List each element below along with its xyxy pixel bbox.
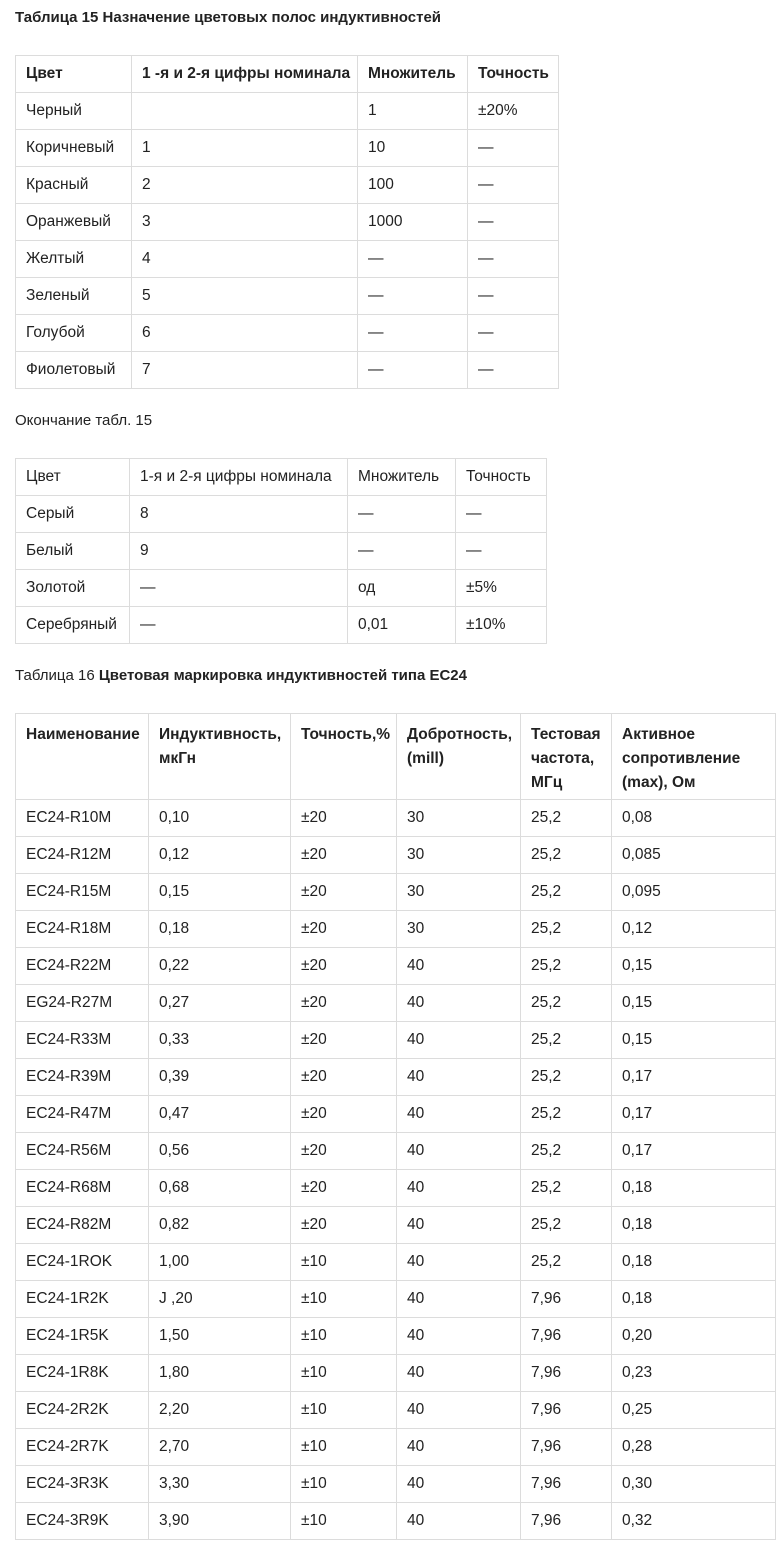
table-cell: 0,18 (612, 1281, 776, 1318)
table-cell: 0,22 (149, 948, 291, 985)
table-cell: 7,96 (521, 1318, 612, 1355)
table-cell: ±10 (291, 1244, 397, 1281)
table-cell: Черный (16, 93, 132, 130)
table-cell: 0,18 (149, 911, 291, 948)
table16-header-cell: Индуктивность, мкГн (149, 714, 291, 800)
table-cell: 40 (397, 1355, 521, 1392)
table-cell: ±20 (291, 1059, 397, 1096)
table-cell: 4 (132, 241, 358, 278)
table-row (16, 1318, 776, 1355)
table-cell: Золотой (16, 570, 130, 607)
table15_end-header-cell: Цвет (16, 459, 130, 496)
table-cell: ЕС24-R47M (16, 1096, 149, 1133)
table-row (16, 607, 547, 644)
table-cell: 7 (132, 352, 358, 389)
table-cell: ЕС24-3R3K (16, 1466, 149, 1503)
table-cell: 0,68 (149, 1170, 291, 1207)
table15-header-cell: Цвет (16, 56, 132, 93)
table-row (16, 1281, 776, 1318)
table-cell: Голубой (16, 315, 132, 352)
table-row (16, 315, 559, 352)
table-cell: 25,2 (521, 837, 612, 874)
table-cell: 40 (397, 1207, 521, 1244)
table-cell: 40 (397, 1392, 521, 1429)
table-cell: ±20 (291, 1207, 397, 1244)
table-cell: 0,095 (612, 874, 776, 911)
table-cell: ±10% (456, 607, 547, 644)
table-cell: ЕС24-3R9K (16, 1503, 149, 1540)
table-cell: ±20 (291, 985, 397, 1022)
table-cell: J ,20 (149, 1281, 291, 1318)
table15-continuation-title: Окончание табл. 15 (15, 412, 153, 429)
table-cell: ЕС24-R39M (16, 1059, 149, 1096)
table16 (15, 713, 776, 1540)
table-cell: 0,15 (612, 1022, 776, 1059)
table15 (15, 55, 559, 389)
table-row (16, 533, 547, 570)
table-cell: 1000 (358, 204, 468, 241)
table-cell: 25,2 (521, 1096, 612, 1133)
table-cell: 0,23 (612, 1355, 776, 1392)
table-cell: 40 (397, 1170, 521, 1207)
table16-title-bold: Цветовая маркировка индуктивностей типа ЕС24 (98, 667, 467, 684)
table-cell: 0,82 (149, 1207, 291, 1244)
table-cell: ±10 (291, 1466, 397, 1503)
table15-end-header-row (16, 459, 547, 496)
table-cell: 3 (132, 204, 358, 241)
table-cell: 5 (132, 278, 358, 315)
table-row (16, 352, 559, 389)
table-cell: 0,30 (612, 1466, 776, 1503)
table-cell: — (468, 167, 559, 204)
table-cell: 0,47 (149, 1096, 291, 1133)
table-cell: 25,2 (521, 1170, 612, 1207)
table-cell: 10 (358, 130, 468, 167)
table-cell: ±20 (291, 874, 397, 911)
table-cell: 40 (397, 1281, 521, 1318)
table-cell: 40 (397, 1133, 521, 1170)
table-cell: ЕС24-R33M (16, 1022, 149, 1059)
table-cell: 25,2 (521, 1133, 612, 1170)
table-cell: ±10 (291, 1355, 397, 1392)
table-cell: Коричневый (16, 130, 132, 167)
table-cell: ЕС24-R10M (16, 800, 149, 837)
table-cell: 25,2 (521, 874, 612, 911)
table-cell: 9 (130, 533, 348, 570)
table-cell: 0,15 (149, 874, 291, 911)
table-cell: ЕС24-1ROK (16, 1244, 149, 1281)
table16-scroll-container[interactable] (15, 713, 741, 1543)
table-cell: 25,2 (521, 1244, 612, 1281)
table-cell: 30 (397, 911, 521, 948)
table-cell: 0,18 (612, 1244, 776, 1281)
table-cell: 7,96 (521, 1281, 612, 1318)
table-cell: 1 (358, 93, 468, 130)
table-row (16, 948, 776, 985)
table-cell: Белый (16, 533, 130, 570)
table16-header-cell: Добротность, (mill) (397, 714, 521, 800)
table-cell: 0,01 (348, 607, 456, 644)
table-row (16, 1096, 776, 1133)
table16-header-row (16, 714, 776, 800)
table-cell: ЕС24-R82M (16, 1207, 149, 1244)
table-row (16, 167, 559, 204)
table-cell: 2,20 (149, 1392, 291, 1429)
table-cell: — (130, 607, 348, 644)
table-cell (132, 93, 358, 130)
table16-header-cell: Активное сопротивление (max), Ом (612, 714, 776, 800)
table-cell: 100 (358, 167, 468, 204)
table-cell: 40 (397, 1096, 521, 1133)
table-row (16, 800, 776, 837)
table-row (16, 1133, 776, 1170)
table-cell: EG24-R27M (16, 985, 149, 1022)
table-cell: од (348, 570, 456, 607)
table-cell: ±20 (291, 1133, 397, 1170)
table-cell: ЕС24-R12M (16, 837, 149, 874)
table-cell: ±20 (291, 837, 397, 874)
table-cell: 0,08 (612, 800, 776, 837)
table-row (16, 278, 559, 315)
table-cell: — (468, 315, 559, 352)
table-cell: ЕС24-R22M (16, 948, 149, 985)
table-cell: 8 (130, 496, 348, 533)
table-cell: ЕС24-2R7K (16, 1429, 149, 1466)
table-cell: ЕС24-R15M (16, 874, 149, 911)
table-cell: 40 (397, 948, 521, 985)
table-cell: 0,17 (612, 1059, 776, 1096)
table-cell: 1,50 (149, 1318, 291, 1355)
table-row (16, 204, 559, 241)
table-cell: 0,32 (612, 1503, 776, 1540)
table-cell: Желтый (16, 241, 132, 278)
table16-title (15, 667, 467, 684)
table-cell: ЕС24-R18M (16, 911, 149, 948)
table-cell: 1,80 (149, 1355, 291, 1392)
table-cell: 0,27 (149, 985, 291, 1022)
table-cell: — (468, 352, 559, 389)
table-cell: 7,96 (521, 1429, 612, 1466)
table-row (16, 1170, 776, 1207)
table-cell: 25,2 (521, 948, 612, 985)
table-cell: 0,12 (149, 837, 291, 874)
table-cell: 0,17 (612, 1096, 776, 1133)
table-cell: 3,30 (149, 1466, 291, 1503)
table-cell: ±20 (291, 800, 397, 837)
table-cell: ±20 (291, 948, 397, 985)
table16-title-prefix: Таблица 16 (15, 667, 95, 684)
table-cell: 0,17 (612, 1133, 776, 1170)
table-row (16, 496, 547, 533)
table15_end-header-cell: Множитель (348, 459, 456, 496)
table-row (16, 1429, 776, 1466)
table-cell: ЕС24-R56M (16, 1133, 149, 1170)
table-cell: 6 (132, 315, 358, 352)
table-row (16, 911, 776, 948)
table-cell: — (468, 278, 559, 315)
table-row (16, 1022, 776, 1059)
table-cell: 0,56 (149, 1133, 291, 1170)
table-cell: Серебряный (16, 607, 130, 644)
table-cell: 0,085 (612, 837, 776, 874)
table-cell: 0,10 (149, 800, 291, 837)
table-cell: 40 (397, 1503, 521, 1540)
table-cell: 3,90 (149, 1503, 291, 1540)
table15-end (15, 458, 547, 644)
table-row (16, 570, 547, 607)
table-cell: 40 (397, 1022, 521, 1059)
table-cell: Фиолетовый (16, 352, 132, 389)
table-cell: ±20 (291, 1022, 397, 1059)
table-row (16, 1244, 776, 1281)
table-row (16, 837, 776, 874)
table-cell: ±20 (291, 911, 397, 948)
table-cell: 1 (132, 130, 358, 167)
table15-header-row (16, 56, 559, 93)
table-cell: ЕС24-1R8K (16, 1355, 149, 1392)
table-cell: 40 (397, 985, 521, 1022)
table-cell: — (130, 570, 348, 607)
table-cell: 0,25 (612, 1392, 776, 1429)
table-cell: ±20% (468, 93, 559, 130)
table-cell: 40 (397, 1059, 521, 1096)
table-cell: 2,70 (149, 1429, 291, 1466)
table-cell: — (456, 496, 547, 533)
table-cell: — (348, 496, 456, 533)
table-row (16, 130, 559, 167)
table-cell: 0,18 (612, 1170, 776, 1207)
table-cell: ±10 (291, 1318, 397, 1355)
table-cell: ЕС24-R68M (16, 1170, 149, 1207)
table-cell: — (358, 278, 468, 315)
table-cell: — (456, 533, 547, 570)
table-cell: — (348, 533, 456, 570)
table15-header-cell: Точность (468, 56, 559, 93)
table-cell: ±10 (291, 1429, 397, 1466)
table-row (16, 1207, 776, 1244)
table-cell: ±5% (456, 570, 547, 607)
table-cell: 1,00 (149, 1244, 291, 1281)
table-cell: 40 (397, 1244, 521, 1281)
table-row (16, 1466, 776, 1503)
table-cell: 25,2 (521, 1207, 612, 1244)
table-cell: 0,18 (612, 1207, 776, 1244)
table-row (16, 1503, 776, 1540)
table15-header-cell: Множитель (358, 56, 468, 93)
table-cell: ±20 (291, 1170, 397, 1207)
table-cell: 7,96 (521, 1466, 612, 1503)
table-cell: — (468, 241, 559, 278)
table-cell: 7,96 (521, 1503, 612, 1540)
table-row (16, 1392, 776, 1429)
table-cell: ЕС24-1R2K (16, 1281, 149, 1318)
table-cell: 30 (397, 800, 521, 837)
table-cell: ±10 (291, 1392, 397, 1429)
table-cell: 25,2 (521, 1022, 612, 1059)
table-cell: — (358, 352, 468, 389)
table-cell: 40 (397, 1318, 521, 1355)
table-cell: 0,39 (149, 1059, 291, 1096)
table-cell: 30 (397, 837, 521, 874)
table-row (16, 93, 559, 130)
table-cell: 0,15 (612, 985, 776, 1022)
table-row (16, 985, 776, 1022)
table-cell: Серый (16, 496, 130, 533)
table-cell: 0,20 (612, 1318, 776, 1355)
table-cell: — (358, 241, 468, 278)
table16-header-cell: Тестовая частота, МГц (521, 714, 612, 800)
table-cell: ЕС24-1R5K (16, 1318, 149, 1355)
table-cell: 40 (397, 1466, 521, 1503)
table-cell: 7,96 (521, 1355, 612, 1392)
table-cell: 2 (132, 167, 358, 204)
table15-header-cell: 1 -я и 2-я цифры номинала (132, 56, 358, 93)
table-cell: Зеленый (16, 278, 132, 315)
table-row (16, 874, 776, 911)
table-cell: — (468, 130, 559, 167)
table-cell: 25,2 (521, 800, 612, 837)
table-cell: 7,96 (521, 1392, 612, 1429)
table-cell: 0,12 (612, 911, 776, 948)
table-cell: ±10 (291, 1281, 397, 1318)
table-cell: 40 (397, 1429, 521, 1466)
table-cell: Красный (16, 167, 132, 204)
table-cell: ±20 (291, 1096, 397, 1133)
table-cell: 30 (397, 874, 521, 911)
table15_end-header-cell: Точность (456, 459, 547, 496)
table-row (16, 1355, 776, 1392)
table-cell: ЕС24-2R2K (16, 1392, 149, 1429)
table-cell: — (358, 315, 468, 352)
table16-header-cell: Наименование (16, 714, 149, 800)
table-cell: ±10 (291, 1503, 397, 1540)
table-cell: 25,2 (521, 911, 612, 948)
table-cell: Оранжевый (16, 204, 132, 241)
table15-title: Таблица 15 Назначение цветовых полос индуктивностей (15, 9, 442, 26)
table-cell: — (468, 204, 559, 241)
table16-header-cell: Точность,% (291, 714, 397, 800)
table-cell: 25,2 (521, 985, 612, 1022)
table-row (16, 241, 559, 278)
table-cell: 25,2 (521, 1059, 612, 1096)
table-cell: 0,15 (612, 948, 776, 985)
table-cell: 0,28 (612, 1429, 776, 1466)
table-row (16, 1059, 776, 1096)
table-cell: 0,33 (149, 1022, 291, 1059)
table15_end-header-cell: 1-я и 2-я цифры номинала (130, 459, 348, 496)
